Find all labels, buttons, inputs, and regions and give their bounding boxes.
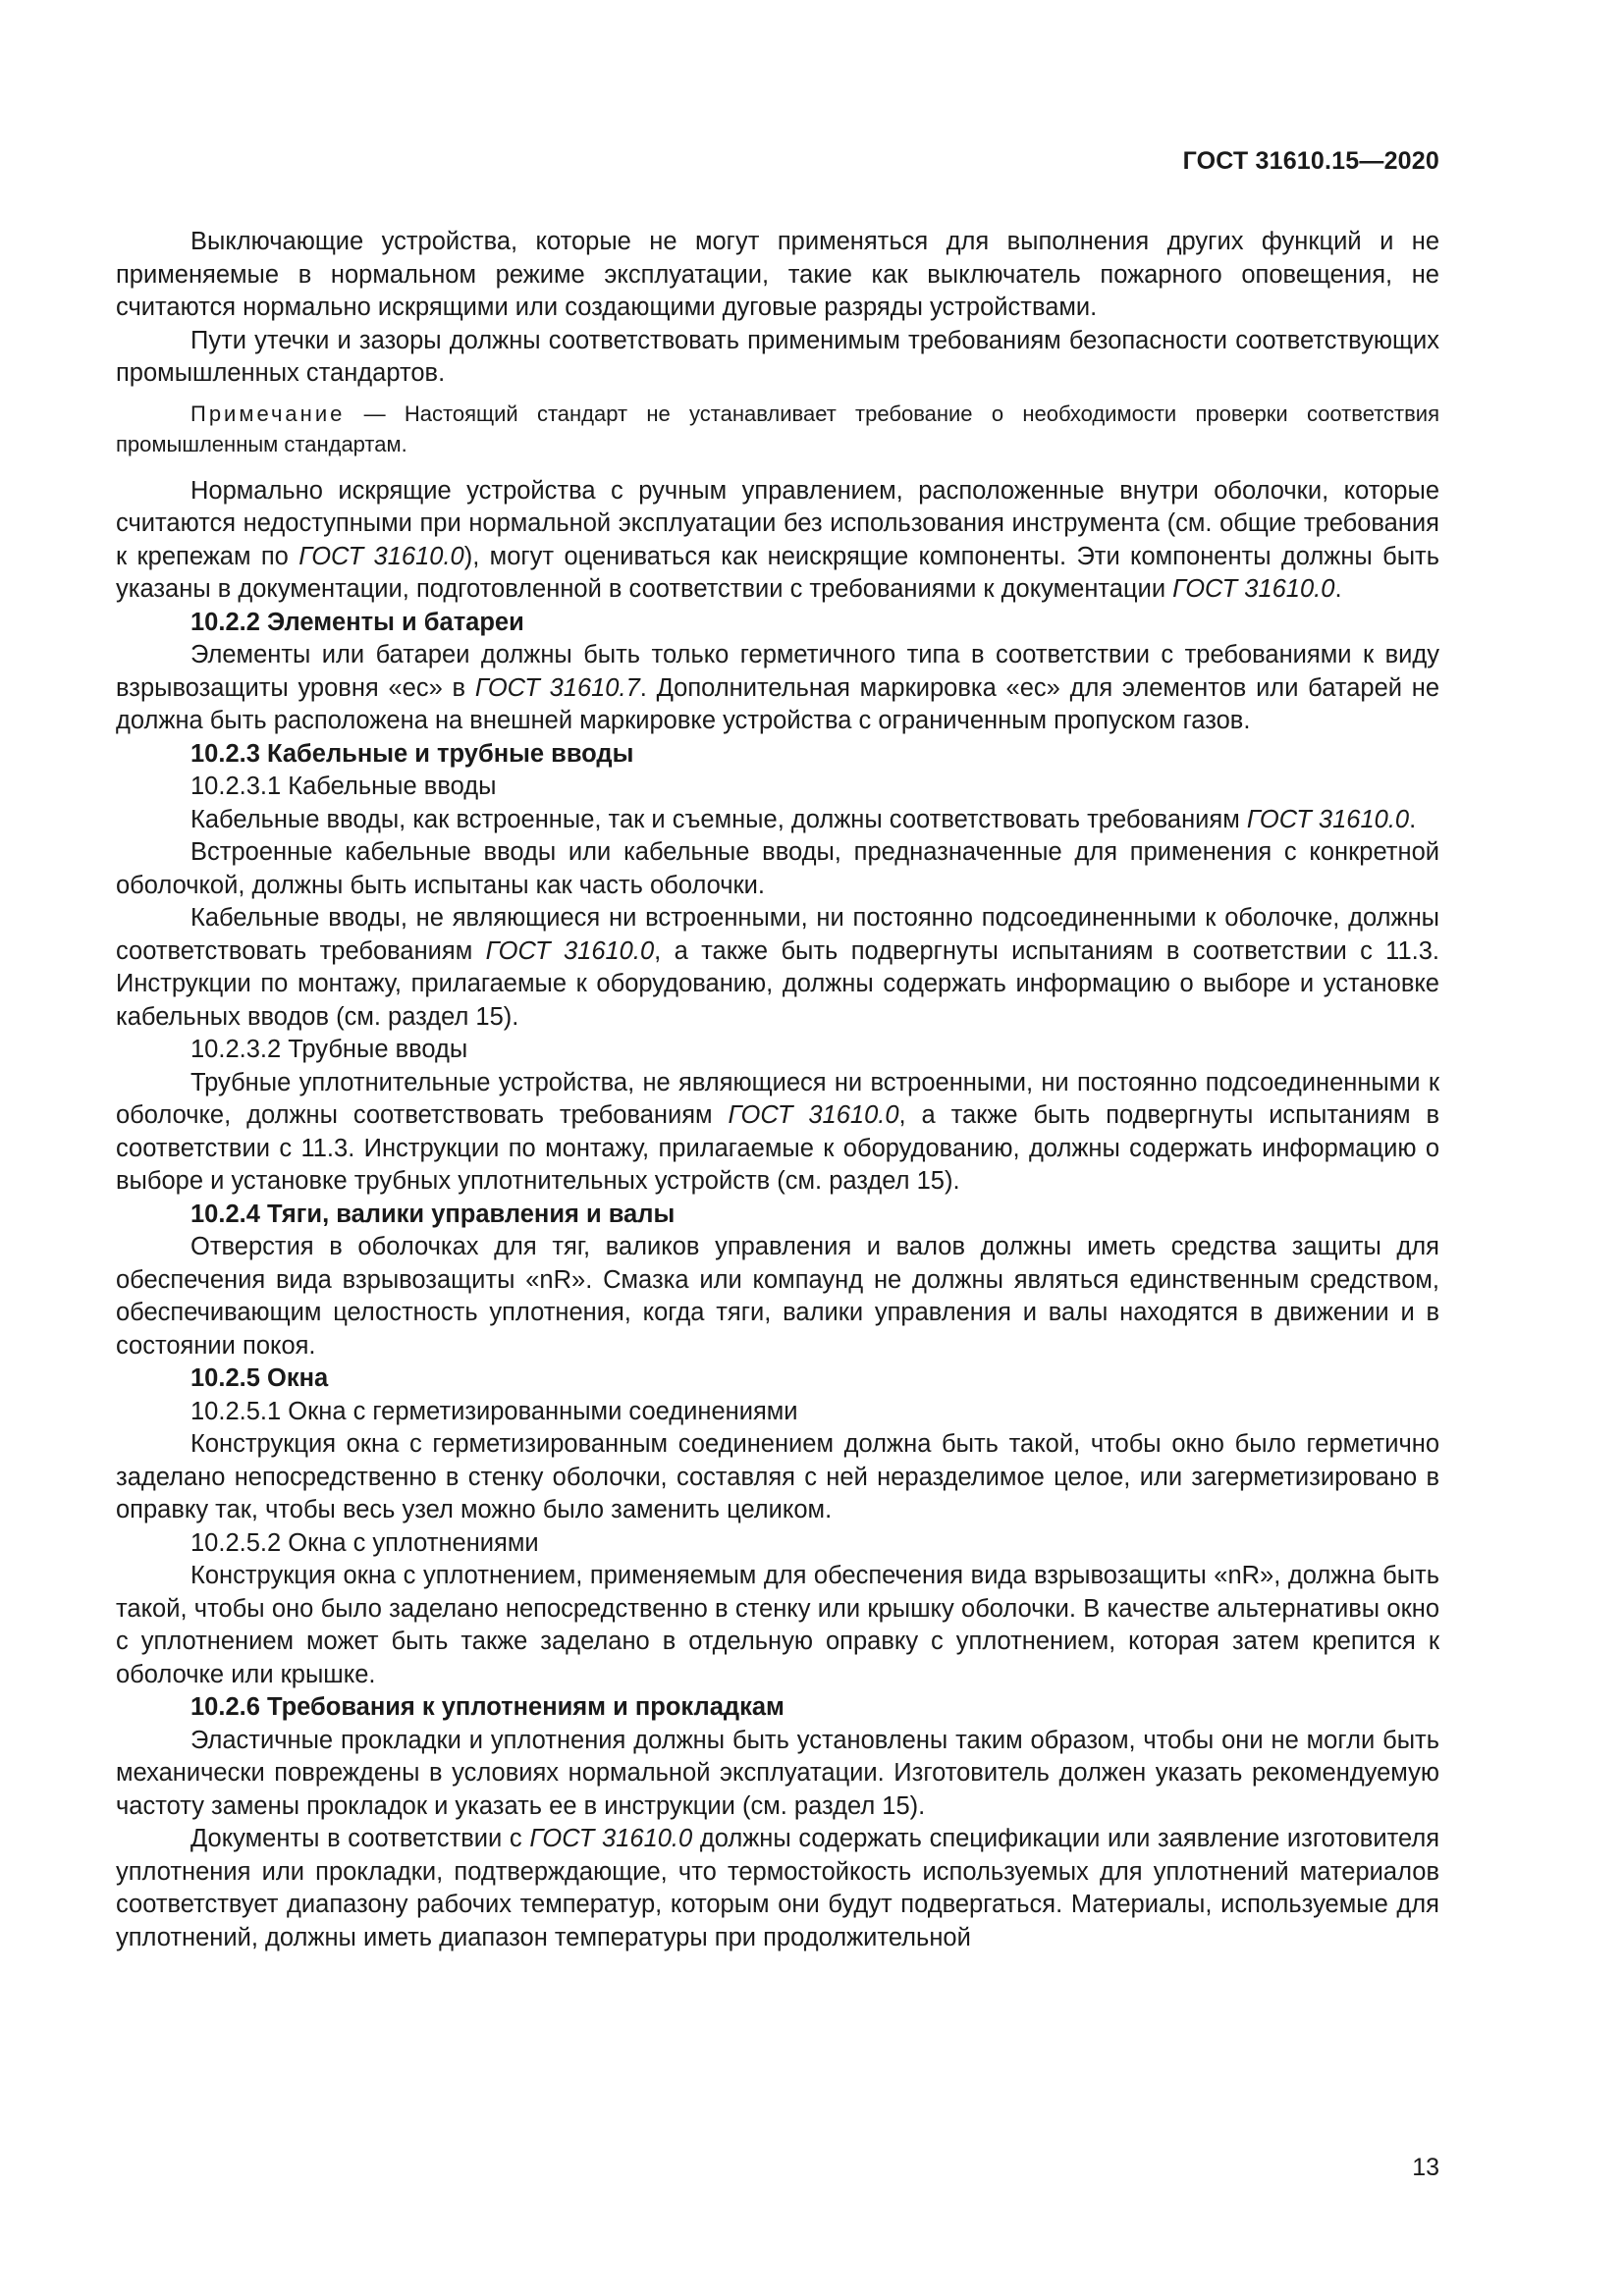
standard-reference: ГОСТ 31610.0	[529, 1825, 693, 1852]
paragraph: Эластичные прокладки и уплотнения должны быть установлены таким образом, чтобы они не могли быть механически повреждены в условиях нормальной эксплуатации. Изготовитель должен указать рекомендуемую частоту замены прокладок и указать ее в инструкции (см. раздел 15).	[116, 1726, 1439, 1820]
paragraph: Выключающие устройства, которые не могут применяться для выполнения других функций и не применяемые в нормальном режиме эксплуатации, такие как выключатель пожарного оповещения, не считаются нормально искрящими или создающими дуговые разряды устройствами.	[116, 228, 1439, 321]
paragraph: Встроенные кабельные вводы или кабельные вводы, предназначенные для применения с конкретной оболочкой, должны быть испытаны как часть оболочки.	[116, 838, 1439, 899]
standard-reference: ГОСТ 31610.0	[485, 936, 655, 965]
paragraph: Пути утечки и зазоры должны соответствовать применимым требованиям безопасности соответствующих промышленных стандартов.	[116, 326, 1439, 387]
paragraph: Элементы или батареи должны быть только герметичного типа в соответствии с требованиями к виду взрывозащиты уровня «ec» в ГОСТ 31610.7. Дополнительная маркировка «ec» для элементов или батарей не должна быть расположена на внешней маркировке устройства с ограниченным пропуском газов.	[116, 641, 1440, 734]
subsection-heading: 10.2.5.2 Окна с уплотнениями	[190, 1528, 539, 1557]
section-heading: 10.2.4 Тяги, валики управления и валы	[190, 1200, 676, 1228]
paragraph: Кабельные вводы, как встроенные, так и съемные, должны соответствовать требованиям ГОСТ 31610.0.	[190, 805, 1417, 833]
paragraph: Отверстия в оболочках для тяг, валиков управления и валов должны иметь средства защиты для обеспечения вида взрывозащиты «nR». Смазка или компаунд не должны являться единственным средством, обеспечивающим целостность уплотнения, когда тяги, валики управления и валы находятся в движении и в состоянии покоя.	[116, 1233, 1439, 1360]
standard-reference: ГОСТ 31610.0	[1172, 575, 1335, 603]
page-number: 13	[1412, 2154, 1439, 2181]
document-header: ГОСТ 31610.15—2020	[1182, 147, 1439, 175]
paragraph: Документы в соответствии с ГОСТ 31610.0 должны содержать спецификации или заявление изготовителя уплотнения или прокладки, подтверждающие, что термостойкость используемых для уплотнений материалов соответствует диапазону рабочих температур, которым они будут подвергаться. Материалы, используемые для уплотнений, должны иметь диапазон температуры при продолжительной	[116, 1825, 1440, 1951]
subsection-heading: 10.2.3.2 Трубные вводы	[190, 1036, 468, 1063]
subsection-heading: 10.2.3.1 Кабельные вводы	[190, 773, 497, 800]
section-heading: 10.2.3 Кабельные и трубные вводы	[190, 739, 634, 768]
note-label: Примечание	[190, 400, 346, 426]
note	[116, 399, 1439, 459]
standard-reference: ГОСТ 31610.0	[1246, 805, 1410, 833]
paragraph: Конструкция окна с герметизированным соединением должна быть такой, чтобы окно было герметично заделано непосредственно в стенку оболочки, составляя с ней неразделимое целое, или загерметизировано в оправку так, чтобы весь узел можно было заменить целиком.	[116, 1430, 1439, 1523]
subsection-heading: 10.2.5.1 Окна с герметизированными соединениями	[190, 1397, 798, 1425]
section-heading: 10.2.6 Требования к уплотнениям и прокладкам	[190, 1693, 785, 1721]
standard-reference: ГОСТ 31610.0	[728, 1101, 899, 1129]
paragraph: Кабельные вводы, не являющиеся ни встроенными, ни постоянно подсоединенными к оболочке, должны соответствовать требованиям ГОСТ 31610.0, а также быть подвергнуты испытаниям в соответствии с 11.3. Инструкции по монтажу, прилагаемые к оборудованию, должны содержать информацию о выборе и установке кабельных вводов (см. раздел 15).	[116, 904, 1440, 1031]
standard-reference: ГОСТ 31610.0	[298, 542, 464, 570]
note-text: — Настоящий стандарт не устанавливает требование о необходимости проверки соответствия промышленным стандартам.	[116, 400, 1439, 456]
paragraph: Конструкция окна с уплотнением, применяемым для обеспечения вида взрывозащиты «nR», должна быть такой, чтобы оно было заделано непосредственно в стенку или крышку оболочки. В качестве альтернативы окно с уплотнением может быть также заделано в отдельную оправку с уплотнением, которая затем крепится к оболочке или крышке.	[116, 1562, 1439, 1688]
section-heading: 10.2.5 Окна	[190, 1364, 329, 1392]
standard-reference: ГОСТ 31610.7	[474, 673, 640, 702]
paragraph: Трубные уплотнительные устройства, не являющиеся ни встроенными, ни постоянно подсоединенными к оболочке, должны соответствовать требованиям ГОСТ 31610.0, а также быть подвергнуты испытаниям в соответствии с 11.3. Инструкции по монтажу, прилагаемые к оборудованию, должны содержать информацию о выборе и установке трубных уплотнительных устройств (см. раздел 15).	[116, 1068, 1439, 1195]
section-heading: 10.2.2 Элементы и батареи	[190, 608, 524, 636]
paragraph: Нормально искрящие устройства с ручным управлением, расположенные внутри оболочки, которые считаются недоступными при нормальной эксплуатации без использования инструмента (см. общие требования к крепежам по ГОСТ 31610.0), могут оцениваться как неискрящие компоненты. Эти компоненты должны быть указаны в документации, подготовленной в соответствии с требованиями к документации ГОСТ 31610.0.	[116, 476, 1439, 603]
document-body	[116, 226, 1439, 1954]
